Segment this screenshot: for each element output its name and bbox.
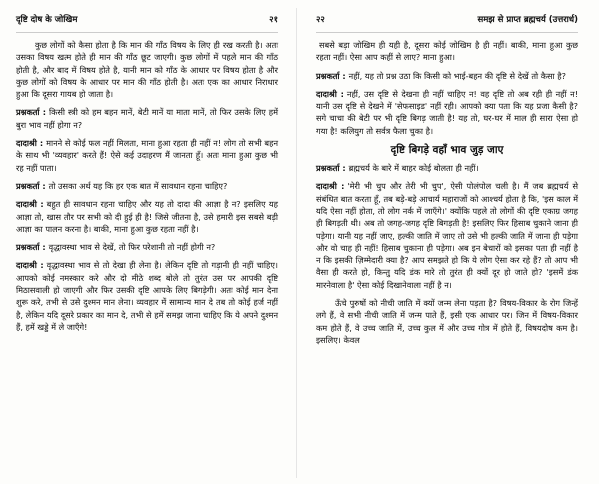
paragraph: दादाश्री : वृद्धावस्था भाव से तो देखा ही लेना है। लेकिन दृष्टि तो गड़ानी ही नहीं चाहिए। आपको कोई नमस्कार करे और दो मीठे शब्द बोले तो तुरंत उस पर आपकी दृष्टि मिठासवाली हो जाएगी और फिर उसकी दृष्टि आपके लिए बिगड़ेगी। अतः कोई मान देना शुरू करे, तभी से उसे दुश्मन मान लेना। व्यवहार में सामान्य मान दे तब तो कोई हर्ज नहीं है, लेकिन यदि दूसरे प्रकार का मान दे, तभी से हमें समझ जाना चाहिए कि ये अपने दुश्मन हैं, हमें खड्डे में ले जाएँगे! xyxy=(16,260,279,332)
paragraph: प्रश्नकर्ता : तो उसका अर्थ यह कि हर एक बात में सावधान रहना चाहिए? xyxy=(16,180,228,191)
speaker-label: दादाश्री : xyxy=(316,88,344,99)
paragraph: कुछ लोगों को कैसा होता है कि मान की गाँठ विषय के लिए ही रख करती है। अतः उसका विषय खत्म होते ही मान की गाँठ छूट जाएगी। कुछ लोगों में पहले मान की गाँठ होती है, और बाद में विषय होते है, यानी मान को गाँठ के आधार पर विषय होता है और कुछ लोगों को विषय के आधार पर मान की गाँठ होती है। अतः एक का आधार निराधार हुआ कि दूसरा गायब हो जाता है। xyxy=(16,40,278,100)
page-number: २१ xyxy=(269,15,278,25)
speaker-label: प्रश्नकर्ता : xyxy=(16,107,46,118)
page-gutter xyxy=(296,8,297,478)
running-title: दृष्टि दोष के जोखिम xyxy=(16,15,78,25)
paragraph: ऊँचे पुरुषों को नीची जाति में क्यों जन्म लेना पड़ता है? विषय-विकार के रोग जिन्हें लगे हैं, वे सभी नीची जाति में जन्म पाते हैं, इसी एक आधार पर। जिन में विषय-विकार कम होते हैं, वे उच्च जाति में, उच्च कुल में और उच्च गोत्र में होते हैं, विषयदोष कम है। इसलिए। केवल xyxy=(316,298,578,345)
right-page xyxy=(306,0,588,484)
speaker-label: दादाश्री : xyxy=(16,260,44,271)
speaker-label: दादाश्री : xyxy=(316,181,345,192)
paragraph: दादाश्री : नहीं, उस दृष्टि से देखना ही नहीं चाहिए न! वह दृष्टि तो अब रही ही नहीं न! यानी उस दृष्टि से देखने में 'सेफसाइड' नहीं रही। आपको क्या पता कि यह प्रजा कैसी है? सगे चाचा की बेटी पर भी दृष्टि बिगड़ जाती है! यह तो, घर-घर में माल ही सारा ऐसा हो गया है! कलियुग तो सर्वत्र फैला चुका है। xyxy=(316,88,578,136)
page-number: २२ xyxy=(316,15,325,25)
paragraph: सबसे बड़ा जोखिम ही यही है, दूसरा कोई जोखिम है ही नहीं। बाकी, माना हुआ कुछ रहता नहीं। ऐसा आप कहीं से लाए? माना हुआ। xyxy=(316,40,578,63)
paragraph: दादाश्री : 'मेरी भी चुप और तेरी भी चुप', ऐसी पोलंपोल चली है। मैं जब ब्रह्मचर्य से संबंधित बात करता हूँ, तब बड़े-बड़े आचार्य महाराजों को आश्चर्य होता है कि, 'इस काल में यदि ऐसा नहीं होता, तो लोग नर्क में जाएँगे।' क्योंकि पहले तो लोगों की दृष्टि एकाग्र जगह ही बिगड़ती थी। अब तो जगह-जगह दृष्टि बिगड़ती है! इसलिए फिर हिसाब चुकाने जाना ही पड़ेगा। यानी यह नहीं जाए, हल्की जाति में जाए तो उसे भी हल्की जाति में जाना ही पड़ेगा और वो चाह ही नहीं! हिसाब चुकाना ही पड़ेगा। अब इन बेचारों को इसका पता ही नहीं है न कि इसकी ज़िम्मेदारी क्या है? आप समझते हो कि ये लोग ऐसा कर रहे हैं? तो आप भी वैसा ही करते हो, किन्तु यदि डंक मारे तो तुरंत ही क्यों दूर हो जाते हो? 'इसमें डंक मारनेवाला है' ऐसा कोई दिखानेवाला नहीं है न। xyxy=(316,181,578,290)
paragraph: प्रश्नकर्ता : नहीं, यह तो प्रश्न उठा कि किसी को भाई-बहन की दृष्टि से देखें तो कैसा है? xyxy=(316,70,566,81)
paragraph: प्रश्नकर्ता : ब्रह्मचर्य के बारे में बाहर कोई बोलता ही नहीं। xyxy=(316,163,479,174)
paragraph: प्रश्नकर्ता : वृद्धावस्था भाव से देखें, तो फिर परेशानी तो नहीं होगी न? xyxy=(16,242,216,253)
speaker-label: दादाश्री : xyxy=(16,138,44,149)
paragraph: दादाश्री : मानने से कोई फल नहीं मिलता, माना हुआ रहता ही नहीं न! लोग तो सभी बहन के साथ भी 'व्यवहार' करते हैं! ऐसे कई उदाहरण मैं जानता हूँ। अतः माना हुआ कुछ भी रह नहीं पाता। xyxy=(16,138,278,173)
running-title: समझ से प्राप्त ब्रह्मचर्य (उत्तरार्ध) xyxy=(477,15,578,25)
section-heading: दृष्टि बिगड़े वहाँ भाव जुड़ जाए xyxy=(390,144,504,157)
left-page-header xyxy=(16,14,278,33)
paragraph: प्रश्नकर्ता : किसी स्त्री को हम बहन मानें, बेटी मानें या माता मानें, तो फिर उसके लिए हमें बुरा भाव नहीं होगा न? xyxy=(16,107,278,130)
speaker-label: प्रश्नकर्ता : xyxy=(316,163,346,174)
speaker-label: प्रश्नकर्ता : xyxy=(316,70,346,81)
speaker-label: दादाश्री : xyxy=(16,199,44,210)
speaker-label: प्रश्नकर्ता : xyxy=(16,242,46,253)
left-page xyxy=(6,0,288,484)
speaker-label: प्रश्नकर्ता : xyxy=(16,180,46,191)
paragraph: दादाश्री : बहुत ही सावधान रहना चाहिए और यह तो दादा की आज्ञा है न? इसलिए यह आज्ञा तो, खास तौर पर सभी को दी हुई ही है! जिसे जीतना है, उसे हमारी इस सबसे बड़ी आज्ञा का पालन करना है। बाकी, माना हुआ कुछ रहता नहीं है। xyxy=(16,199,278,234)
right-page-header xyxy=(316,14,578,33)
